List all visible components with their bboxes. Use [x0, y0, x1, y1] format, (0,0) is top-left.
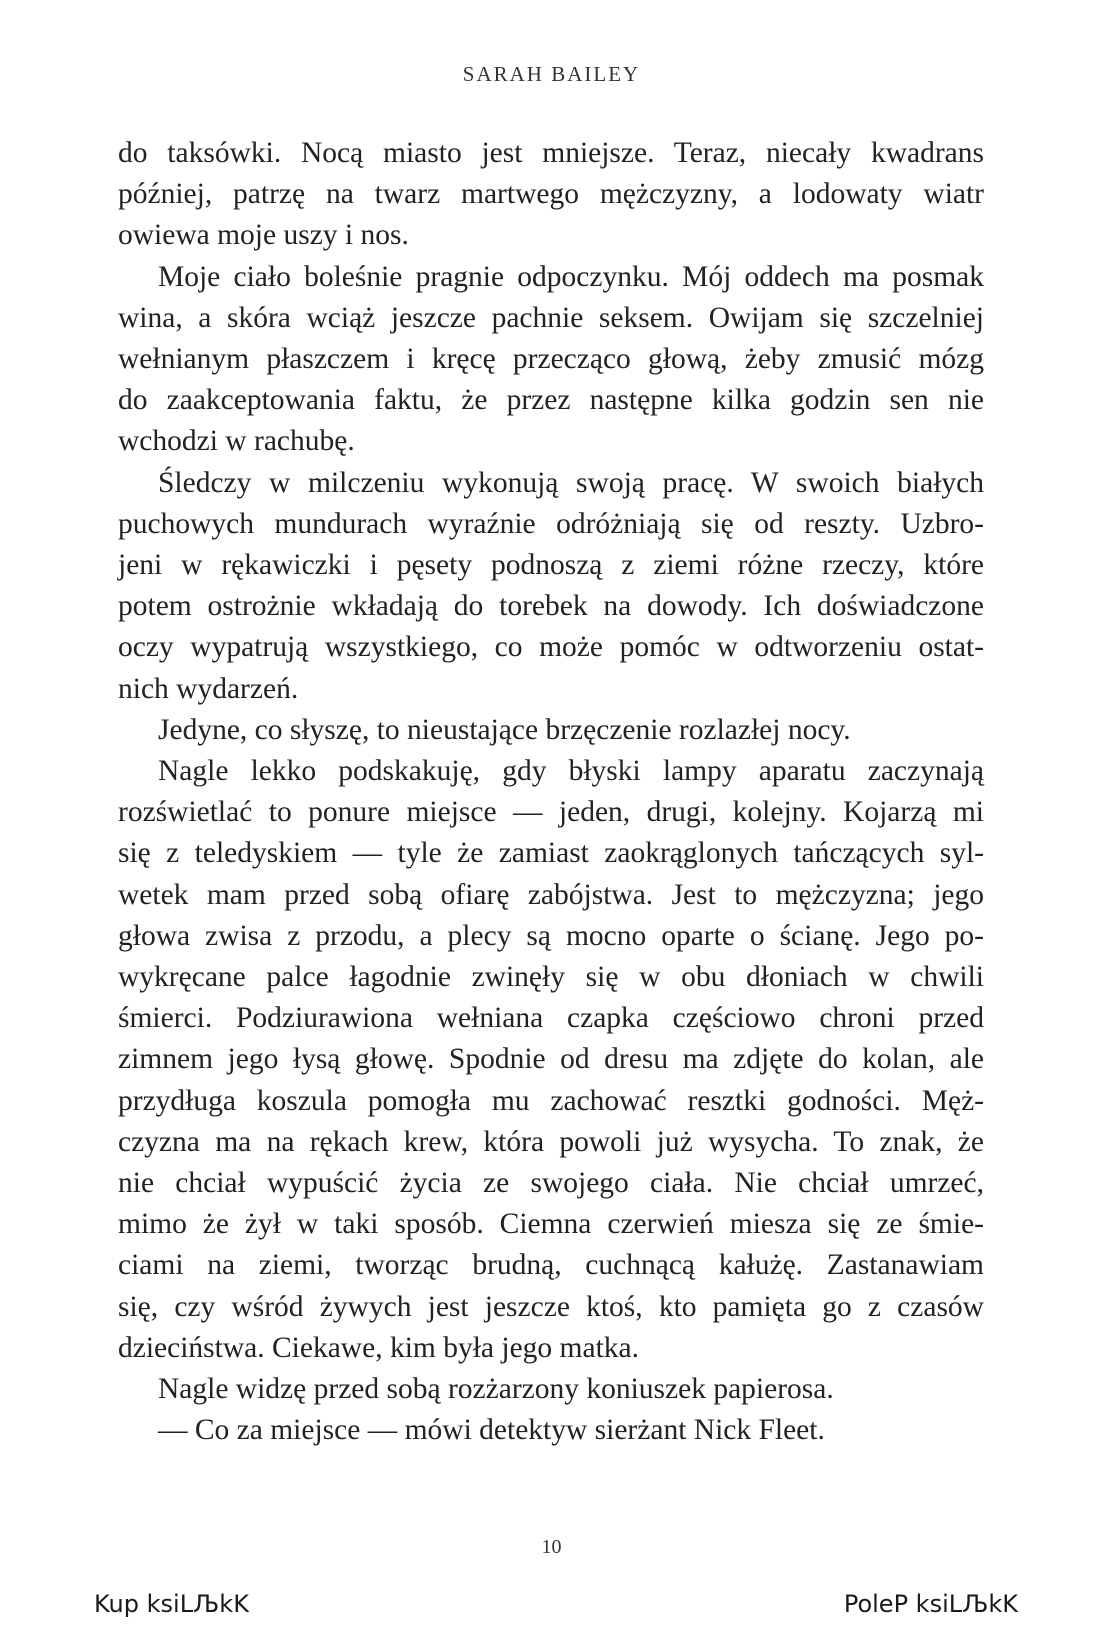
paragraph: [118, 1369, 984, 1410]
text-line: potem ostrożnie wkładają do torebek na dowody. Ich doświadczone: [118, 590, 984, 623]
text-line: wetek mam przed sobą ofiarę zabójstwa. Jest to mężczyzna; jego: [118, 878, 984, 911]
paragraph: [118, 1410, 984, 1451]
text-line: Nagle widzę przed sobą rozżarzony koniuszek papierosa.: [158, 1373, 834, 1406]
text-line: ciami na ziemi, tworząc brudną, cuchnącą kałużę. Zastanawiam: [118, 1249, 984, 1282]
text-line: oczy wypatrują wszystkiego, co może pomóc w odtworzeniu ostat-: [118, 631, 984, 664]
text-line: Nagle lekko podskakuję, gdy błyski lampy aparatu zaczynają: [158, 755, 984, 788]
buy-book-link[interactable]: Kup ksiLЉkK: [94, 1590, 249, 1618]
running-head: SARAH BAILEY: [462, 62, 641, 86]
text-line: Śledczy w milczeniu wykonują swoją pracę. W swoich białych: [158, 466, 984, 499]
text-line: się z teledyskiem — tyle że zamiast zaokrąglonych tańczących syl-: [118, 837, 984, 870]
text-line: wchodzi w rachubę.: [118, 425, 355, 458]
paragraph: [118, 257, 984, 463]
text-line: puchowych mundurach wyraźnie odróżniają się od reszty. Uzbro-: [118, 507, 984, 540]
text-line: do taksówki. Nocą miasto jest mniejsze. Teraz, niecały kwadrans: [118, 137, 984, 169]
text-line: rozświetlać to ponure miejsce — jeden, drugi, kolejny. Kojarzą mi: [118, 796, 984, 829]
text-line: później, patrzę na twarz martwego mężczyzny, a lodowaty wiatr: [118, 178, 984, 211]
text-line: mimo że żył w taki sposób. Ciemna czerwień miesza się ze śmie-: [118, 1208, 984, 1241]
text-line: przydługa koszula pomogła mu zachować resztki godności. Męż-: [118, 1084, 984, 1117]
text-line: dzieciństwa. Ciekawe, kim była jego matka.: [118, 1331, 640, 1364]
recommend-book-link[interactable]: PoleP ksiLЉkK: [843, 1590, 1018, 1618]
text-line: nie chciał wypuścić życia ze swojego ciała. Nie chciał umrzeć,: [118, 1167, 984, 1200]
page-number: 10: [541, 1536, 562, 1558]
text-line: owiewa moje uszy i nos.: [118, 219, 409, 252]
paragraph: [118, 133, 984, 257]
text-line: czyzna ma na rękach krew, która powoli już wysycha. To znak, że: [118, 1125, 984, 1158]
paragraph: [118, 710, 984, 751]
text-line: nich wydarzeń.: [118, 672, 299, 705]
text-line: się, czy wśród żywych jest jeszcze ktoś, kto pamięta go z czasów: [118, 1290, 984, 1323]
paragraph: [118, 751, 984, 1369]
text-line: wykręcane palce łagodnie zwinęły się w obu dłoniach w chwili: [118, 961, 984, 994]
text-line: jeni w rękawiczki i pęsety podnoszą z ziemi różne rzeczy, które: [118, 549, 984, 582]
text-line: wełnianym płaszczem i kręcę przecząco głową, żeby zmusić mózg: [118, 343, 984, 376]
text-line: głowa zwisa z przodu, a plecy są mocno oparte o ścianę. Jego po-: [118, 919, 984, 952]
text-line: śmierci. Podziurawiona wełniana czapka częściowo chroni przed: [118, 1002, 984, 1035]
text-line: — Co za miejsce — mówi detektyw sierżant Nick Fleet.: [158, 1414, 825, 1447]
text-line: zimnem jego łysą głowę. Spodnie od dresu ma zdjęte do kolan, ale: [118, 1043, 984, 1076]
text-line: wina, a skóra wciąż jeszcze pachnie seksem. Owijam się szczelniej: [118, 301, 984, 334]
body-text: [118, 133, 984, 1452]
text-line: Moje ciało boleśnie pragnie odpoczynku. Mój oddech ma posmak: [158, 260, 984, 293]
text-line: do zaakceptowania faktu, że przez następne kilka godzin sen nie: [118, 384, 984, 417]
paragraph: [118, 463, 984, 710]
text-line: Jedyne, co słyszę, to nieustające brzęczenie rozlazłej nocy.: [158, 713, 851, 746]
